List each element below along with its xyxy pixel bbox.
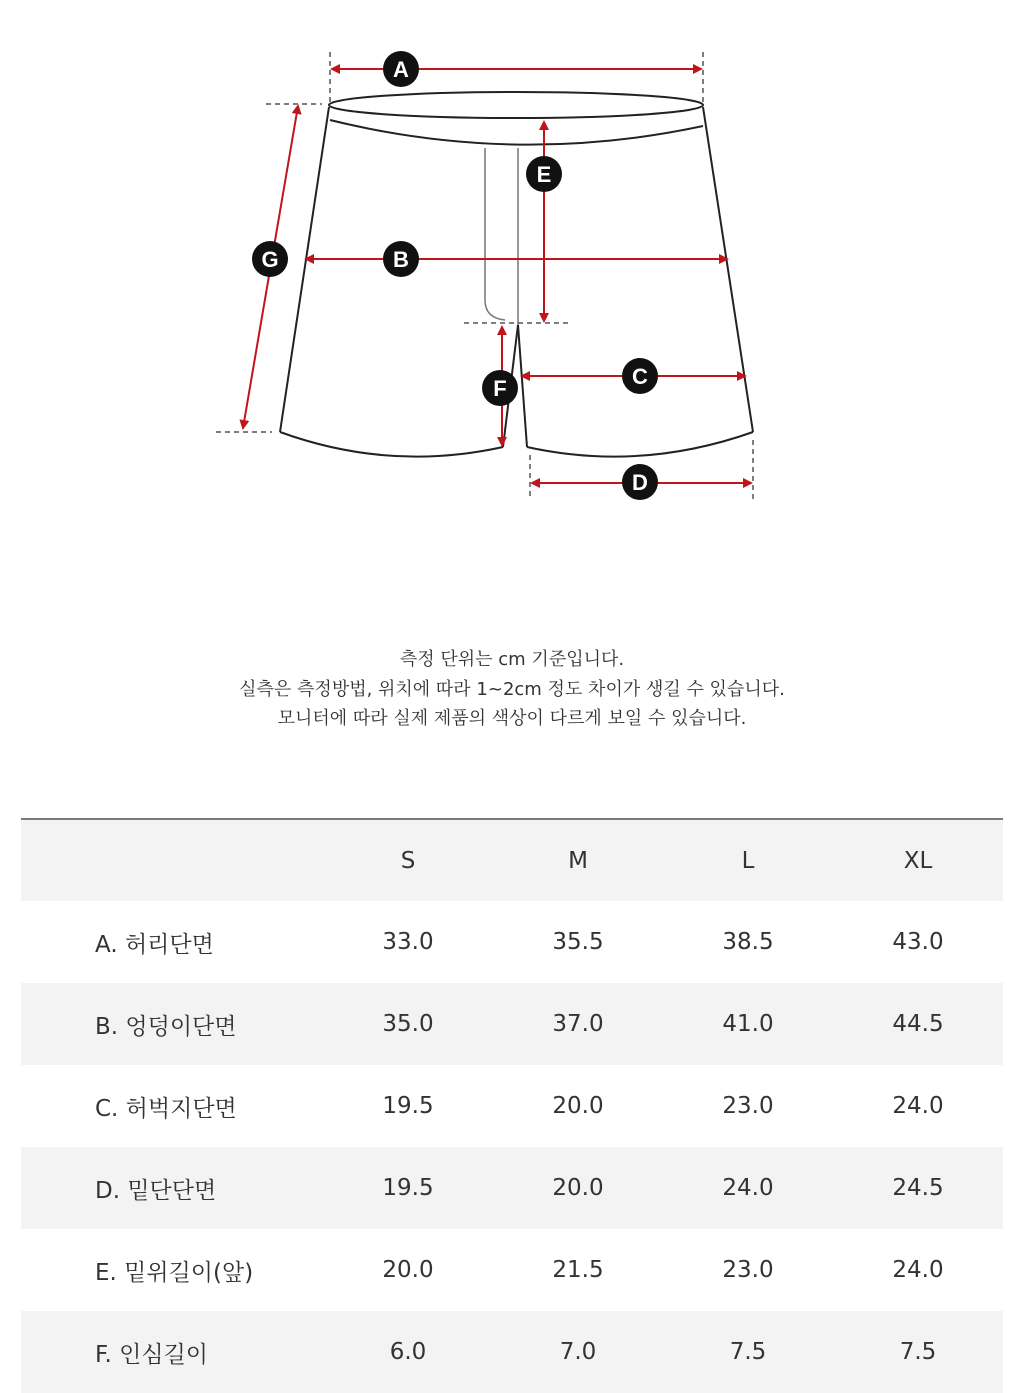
cell-value: 33.0 bbox=[382, 929, 434, 955]
marker-a-label: A bbox=[393, 57, 409, 82]
cell-value: 41.0 bbox=[722, 1011, 774, 1037]
cell-value: 24.0 bbox=[892, 1093, 944, 1119]
cell-value: 19.5 bbox=[382, 1175, 434, 1201]
row-label: C. 허벅지단면 bbox=[95, 1095, 237, 1122]
measurement-notes bbox=[0, 645, 1024, 734]
marker-f bbox=[482, 370, 518, 406]
size-header-row bbox=[21, 819, 1003, 901]
cell-value: 37.0 bbox=[552, 1011, 604, 1037]
marker-c bbox=[622, 358, 658, 394]
table-row bbox=[21, 1065, 1003, 1147]
table-row bbox=[21, 1311, 1003, 1393]
shorts-measurement-diagram bbox=[0, 0, 1024, 560]
cell-value: 43.0 bbox=[892, 929, 944, 955]
cell-value: 23.0 bbox=[722, 1093, 774, 1119]
marker-b-label: B bbox=[393, 247, 409, 272]
row-label: D. 밑단단면 bbox=[95, 1177, 217, 1204]
note-unit: 측정 단위는 cm 기준입니다. bbox=[399, 649, 625, 670]
table-row bbox=[21, 901, 1003, 983]
table-row bbox=[21, 1229, 1003, 1311]
marker-g bbox=[252, 241, 288, 277]
cell-value: 44.5 bbox=[892, 1011, 944, 1037]
size-table bbox=[21, 818, 1003, 1393]
cell-value: 38.5 bbox=[722, 929, 774, 955]
row-label: B. 엉덩이단면 bbox=[95, 1013, 237, 1040]
marker-a bbox=[383, 51, 419, 87]
cell-value: 35.0 bbox=[382, 1011, 434, 1037]
header-size-xl: XL bbox=[903, 847, 933, 874]
cell-value: 7.5 bbox=[729, 1339, 767, 1365]
cell-value: 24.0 bbox=[892, 1257, 944, 1283]
row-label: A. 허리단면 bbox=[95, 931, 214, 958]
cell-value: 21.5 bbox=[552, 1257, 604, 1283]
note-monitor-color: 모니터에 따라 실제 제품의 색상이 다르게 보일 수 있습니다. bbox=[277, 708, 747, 729]
cell-value: 24.0 bbox=[722, 1175, 774, 1201]
marker-e bbox=[526, 156, 562, 192]
cell-value: 35.5 bbox=[552, 929, 604, 955]
cell-value: 20.0 bbox=[382, 1257, 434, 1283]
table-row bbox=[21, 1147, 1003, 1229]
cell-value: 24.5 bbox=[892, 1175, 944, 1201]
marker-d bbox=[622, 464, 658, 500]
header-size-s: S bbox=[400, 847, 416, 874]
cell-value: 6.0 bbox=[389, 1339, 427, 1365]
cell-value: 20.0 bbox=[552, 1093, 604, 1119]
header-size-m: M bbox=[568, 847, 588, 874]
marker-e-label: E bbox=[536, 162, 552, 187]
marker-f-label: F bbox=[493, 376, 507, 401]
marker-c-label: C bbox=[632, 364, 648, 389]
row-label: E. 밑위길이(앞) bbox=[95, 1259, 254, 1286]
cell-value: 19.5 bbox=[382, 1093, 434, 1119]
marker-g-label: G bbox=[261, 247, 279, 272]
header-blank bbox=[21, 819, 323, 901]
cell-value: 7.0 bbox=[559, 1339, 597, 1365]
cell-value: 20.0 bbox=[552, 1175, 604, 1201]
marker-b bbox=[383, 241, 419, 277]
note-tolerance: 실측은 측정방법, 위치에 따라 1~2cm 정도 차이가 생길 수 있습니다. bbox=[239, 678, 785, 700]
shorts-outline bbox=[280, 92, 753, 457]
header-size-l: L bbox=[741, 847, 755, 874]
cell-value: 23.0 bbox=[722, 1257, 774, 1283]
marker-d-label: D bbox=[632, 470, 648, 495]
row-label: F. 인심길이 bbox=[95, 1341, 209, 1368]
cell-value: 7.5 bbox=[899, 1339, 937, 1365]
table-row bbox=[21, 983, 1003, 1065]
